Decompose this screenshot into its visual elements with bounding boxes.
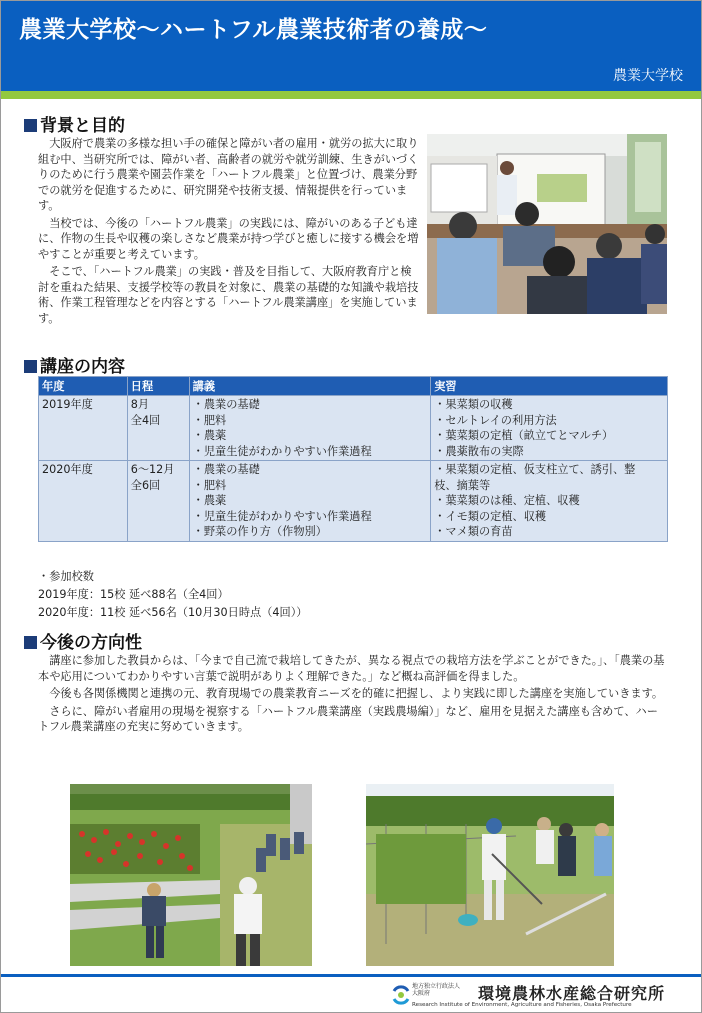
institute-logo-icon <box>392 982 410 1006</box>
stats-2020: 2020年度：11校 延べ56名（10月30日時点（4回）） <box>38 606 308 619</box>
future-text <box>38 653 666 737</box>
course-table <box>38 376 668 542</box>
stats-label: ・参加校数 <box>38 570 94 583</box>
section-heading-course: 講座の内容 <box>24 352 125 377</box>
background-text <box>38 136 420 328</box>
cell-schedule: 6～12月 全6回 <box>127 461 189 542</box>
background-paragraph: そこで、「ハートフル農業」の実践・普及を目指して、大阪府教育庁と検討を重ねた結果、支援学校等の教員を対象に、農業の基礎的な知識や栽培技術、作業工程管理などを内容とする「ハートフル農業講座」を実施しています。 <box>38 265 419 325</box>
field-photo-right <box>366 784 614 966</box>
column-header-practice: 実習 <box>431 377 668 396</box>
participation-stats <box>38 568 308 622</box>
table-row <box>39 461 668 542</box>
cell-year: 2020年度 <box>39 461 128 542</box>
page-title: 農業大学校～ハートフル農業技術者の養成～ <box>19 17 488 43</box>
cell-lectures: ・農業の基礎 ・肥料 ・農薬 ・児童生徒がわかりやすい作業過程 ・野菜の作り方（作物別） <box>189 461 431 542</box>
footer-org-name: 環境農林水産総合研究所 <box>478 984 666 1003</box>
header-accent-line <box>1 91 701 99</box>
page-header <box>1 1 701 91</box>
table-header-row <box>39 377 668 396</box>
field-photo-left <box>70 784 312 966</box>
future-paragraph: さらに、障がい者雇用の現場を視察する「ハートフル農業講座（実践農場編）」など、雇用を見据えた講座も含めて、ハートフル農業講座の充実に努めていきます。 <box>38 704 658 733</box>
cell-practice: ・果菜類の定植、仮支柱立て、誘引、整 枝、摘葉等 ・葉菜類のは種、定植、収穫 ・イモ類の定植、収穫 ・マメ類の育苗 <box>431 461 668 542</box>
background-paragraph: 大阪府で農業の多様な担い手の確保と障がい者の雇用・就労の拡大に取り組む中、当研究所では、障がい者、高齢者の就労や就労訓練、生きがいづくりのために行う農業や園芸作業を「ハートフル農業」と位置づけ、農業分野での就労を促進するために、研究開発や技術支援、情報提供を行っています。 <box>38 137 419 212</box>
lecture-photo <box>427 134 667 314</box>
table-row <box>39 396 668 461</box>
page-subtitle: 農業大学校 <box>613 68 683 84</box>
cell-schedule: 8月 全4回 <box>127 396 189 461</box>
footer-org-english: Research Institute of Environment, Agriculture and Fisheries, Osaka Prefecture <box>412 1002 632 1008</box>
future-paragraph: 講座に参加した教員からは、「今まで自己流で栽培してきたが、異なる視点での栽培方法を学ぶことができた。」、「農業の基本や応用についてわかりやすい言葉で説明がありよく理解できた。」など概ね高評価を得ました。 <box>38 654 665 683</box>
column-header-lecture: 講義 <box>189 377 431 396</box>
footer-org-type: 地方独立行政法人 大阪府 <box>412 983 461 997</box>
cell-year: 2019年度 <box>39 396 128 461</box>
cell-practice: ・果菜類の収穫 ・セルトレイの利用方法 ・葉菜類の定植（畝立てとマルチ） ・農薬散布の実際 <box>431 396 668 461</box>
footer-logo <box>392 981 692 1009</box>
section-heading-future: 今後の方向性 <box>24 628 142 653</box>
background-paragraph: 当校では、今後の「ハートフル農業」の実践には、障がいのある子ども達に、作物の生長や収穫の楽しさなど農業が持つ学びと癒しに接する機会を増やすことが重要と考えています。 <box>38 216 419 261</box>
column-header-year: 年度 <box>39 377 128 396</box>
cell-lectures: ・農業の基礎 ・肥料 ・農薬 ・児童生徒がわかりやすい作業過程 <box>189 396 431 461</box>
footer-line <box>1 974 701 977</box>
column-header-schedule: 日程 <box>127 377 189 396</box>
section-heading-background: 背景と目的 <box>24 111 125 136</box>
stats-2019: 2019年度：15校 延べ88名（全4回） <box>38 588 229 601</box>
future-paragraph: 今後も各関係機関と連携の元、教育現場での農業教育ニーズを的確に把握し、より実践に即した講座を実施していきます。 <box>49 687 664 700</box>
